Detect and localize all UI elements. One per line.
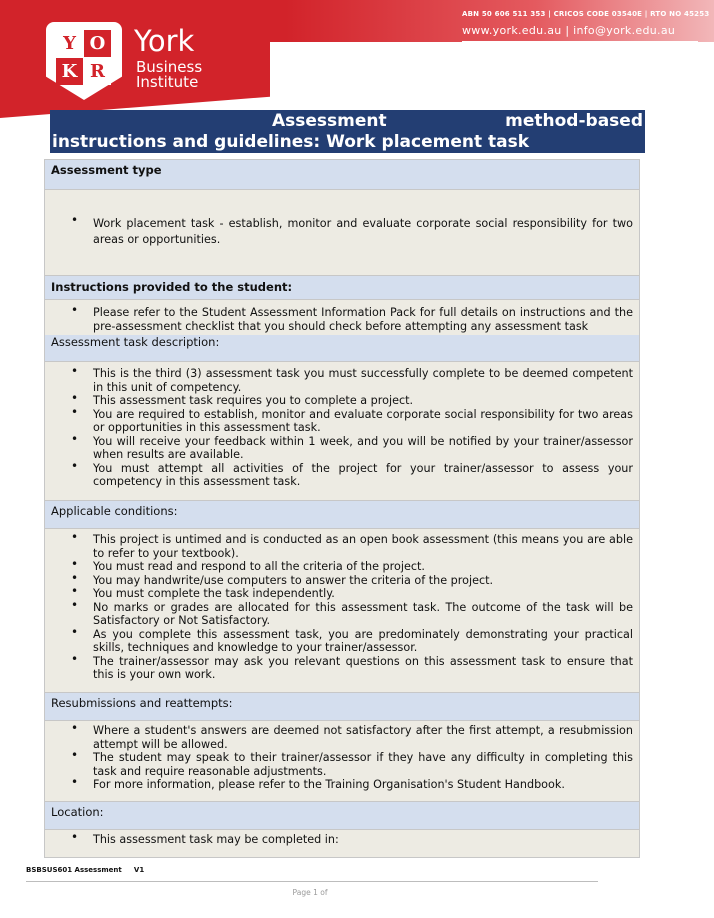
bullet-icon: • [71, 597, 79, 612]
section-body-resubmissions [45, 721, 639, 802]
page-title-line-2: instructions and guidelines: Work placement task [52, 132, 530, 152]
logo-letter-r: R [84, 58, 111, 85]
section-heading-assessment-type: Assessment type [45, 160, 639, 190]
section-heading-location: Location: [45, 802, 639, 830]
bullet-icon: • [71, 557, 79, 571]
section-heading-task-description: Assessment task description: [45, 335, 639, 362]
bullet-icon: • [71, 830, 79, 844]
brand-subtitle [136, 60, 202, 90]
bullet-icon: • [71, 530, 79, 544]
logo-letter-o: O [84, 30, 111, 57]
logo-letter-k: K [56, 58, 83, 85]
bullet-icon: • [71, 391, 79, 405]
brand-name: York [134, 24, 195, 58]
york-logo [56, 30, 112, 86]
title-word-assessment: Assessment [272, 111, 387, 131]
list-item: • You are required to establish, monitor and evaluate corporate social responsibility for two areas or opportunities in this assessment task. [71, 404, 633, 434]
bullet-icon: • [71, 721, 79, 735]
list-item: • This project is untimed and is conducted as an open book assessment (this means you are able to refer to your textbook). [71, 530, 633, 560]
section-heading-resubmissions: Resubmissions and reattempts: [45, 693, 639, 721]
section-heading-instructions: Instructions provided to the student: [45, 276, 639, 300]
list-item: • This is the third (3) assessment task you must successfully complete to be deemed competent in this unit of competency. [71, 364, 633, 394]
website-email-line: www.york.edu.au | info@york.edu.au [462, 24, 676, 37]
page-title-line-1 [50, 110, 645, 132]
bullet-icon: • [71, 213, 79, 227]
bullet-icon: • [71, 431, 79, 446]
bullet-icon: • [71, 651, 79, 666]
bullet-icon: • [71, 364, 79, 378]
section-body-instructions [45, 300, 639, 335]
list-item: • The student may speak to their trainer/assessor if they have any difficulty in completing this task and require reasonable adjustments. [71, 748, 633, 778]
bullet-icon: • [71, 404, 79, 419]
list-item: • As you complete this assessment task, you are predominately demonstrating your practical skills, techniques and knowledge to your trainer/assessor. [71, 624, 633, 654]
section-heading-conditions: Applicable conditions: [45, 501, 639, 529]
section-body-location [45, 830, 639, 857]
bullet-icon: • [71, 775, 79, 789]
list-item: • Work placement task - establish, monitor and evaluate corporate social responsibility for two areas or opportunities. [71, 213, 633, 246]
bullet-icon: • [71, 584, 79, 598]
list-item: • You must attempt all activities of the project for your trainer/assessor to assess your competency in this assessment task. [71, 458, 633, 488]
footer-page-number: Page 1 of [292, 888, 328, 897]
assessment-table [44, 159, 640, 858]
list-item: • You may handwrite/use computers to answer the criteria of the project. [71, 570, 494, 587]
footer-document-code: BSBSUS601 Assessment V1 [26, 866, 145, 874]
bullet-icon: • [71, 570, 79, 585]
section-body-assessment-type [45, 190, 639, 276]
list-item: • This assessment task requires you to complete a project. [71, 391, 414, 407]
header-divider [462, 41, 698, 42]
section-body-conditions [45, 529, 639, 693]
list-item: • This assessment task may be completed in: [71, 830, 339, 846]
bullet-icon: • [71, 624, 79, 639]
list-item: • You will receive your feedback within 1 week, and you will be notified by your trainer/assessor when results are available. [71, 431, 633, 461]
brand-sub-line-2: Institute [136, 73, 199, 91]
bullet-icon: • [71, 458, 79, 473]
abn-cricos-line: ABN 50 606 511 353 | CRICOS CODE 03540E | RTO NO 45253 [462, 10, 710, 18]
brand-sub-line-1: Business [136, 58, 203, 76]
section-body-task-description [45, 362, 639, 501]
title-word-method-based: method-based [505, 111, 643, 131]
list-item: • You must read and respond to all the criteria of the project. [71, 557, 425, 573]
bullet-icon: • [71, 303, 79, 317]
footer-divider [26, 881, 598, 882]
list-item: • Where a student's answers are deemed not satisfactory after the first attempt, a resubmission attempt will be allowed. [71, 721, 633, 751]
logo-letter-y: Y [56, 30, 83, 57]
list-item: • For more information, please refer to the Training Organisation's Student Handbook. [71, 775, 565, 791]
list-item: • No marks or grades are allocated for this assessment task. The outcome of the task will be Satisfactory or Not Satisfactory. [71, 597, 633, 627]
list-item: • The trainer/assessor may ask you relevant questions on this assessment task to ensure that this is your own work. [71, 651, 633, 681]
list-item: • You must complete the task independently. [71, 584, 335, 600]
list-item: • Please refer to the Student Assessment Information Pack for full details on instructions and the pre-assessment checklist that you should check before attempting any assessment task [71, 303, 633, 333]
bullet-icon: • [71, 748, 79, 762]
